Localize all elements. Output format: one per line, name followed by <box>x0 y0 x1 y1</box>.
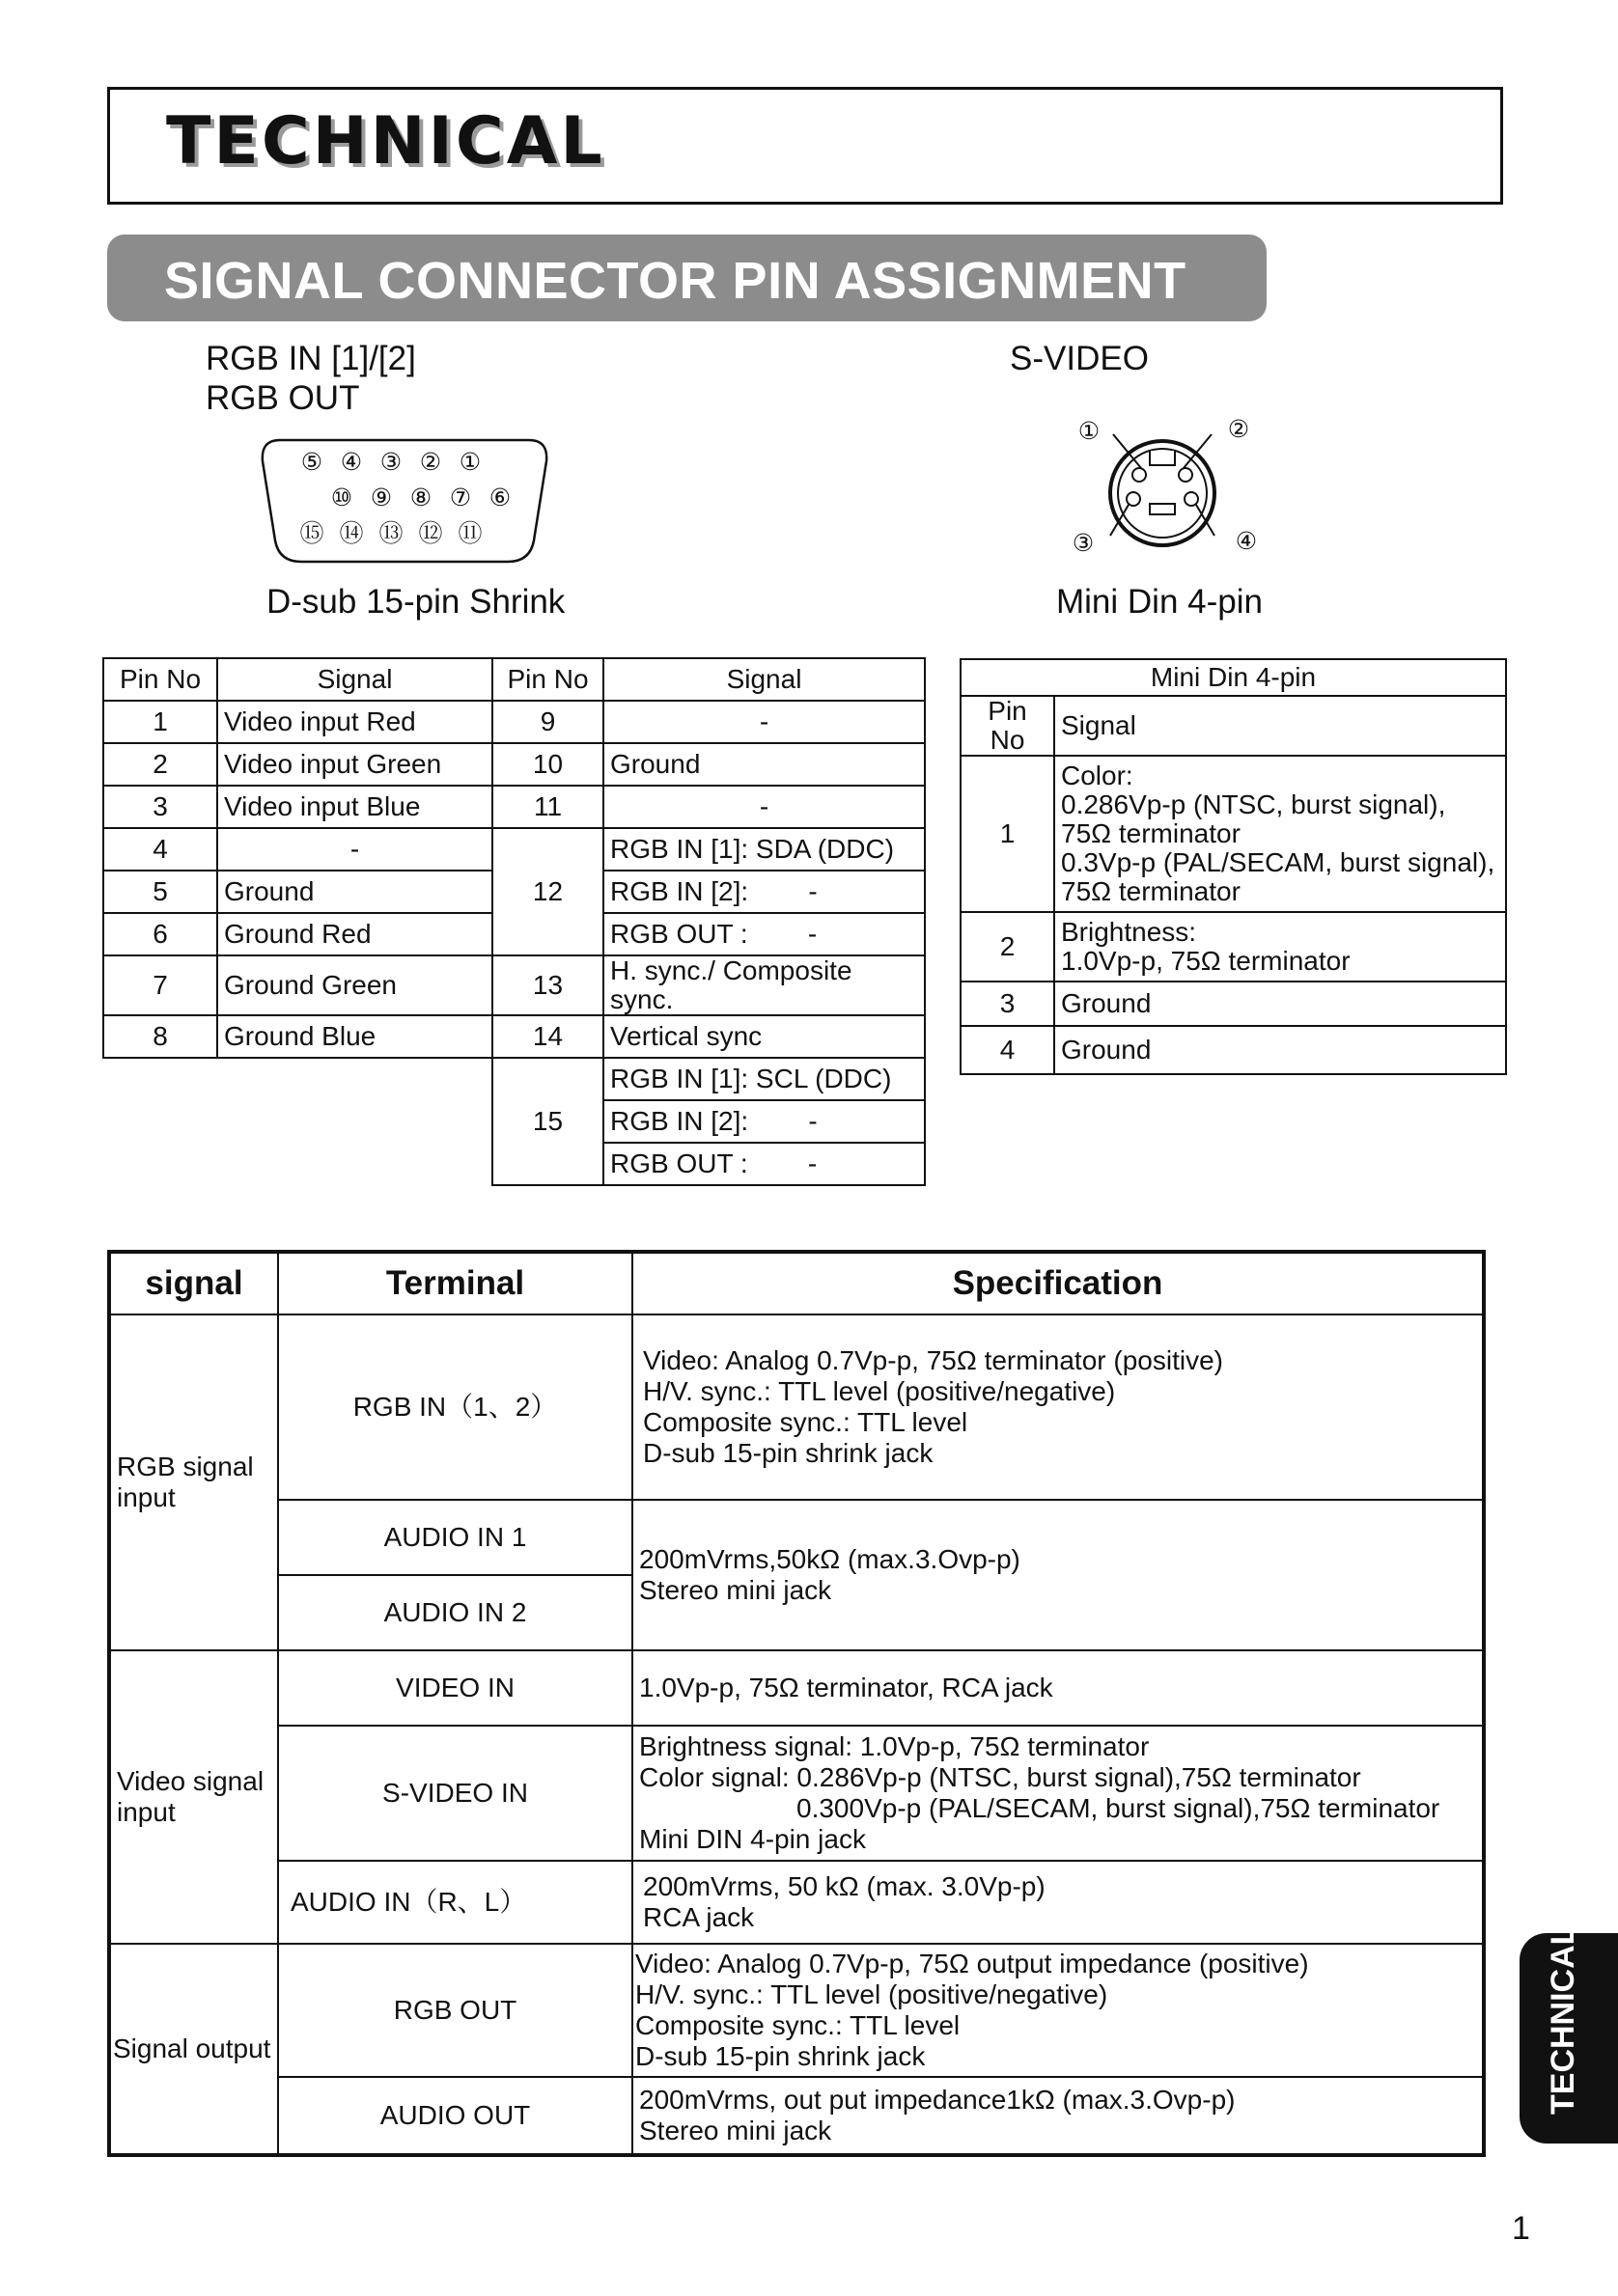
spec-line: 200mVrms, 50 kΩ (max. 3.0Vp-p) <box>643 1871 1046 1901</box>
pin-signal: Video input Green <box>217 743 492 786</box>
spec-line: Composite sync.: TTL level <box>643 1407 968 1437</box>
empty-cell <box>103 1058 492 1185</box>
table-row <box>103 701 925 743</box>
pin-signal: Ground <box>1054 1026 1506 1074</box>
terminal-cell: RGB IN（1、2） <box>278 1314 632 1500</box>
terminal-cell: AUDIO IN（R、L） <box>278 1861 632 1944</box>
spec-line: H/V. sync.: TTL level (positive/negative) <box>643 1376 1116 1406</box>
pin-number: 7 <box>103 955 217 1015</box>
terminal-cell: S-VIDEO IN <box>278 1726 632 1861</box>
dsub-pin: ② <box>419 449 442 476</box>
pin-number: 1 <box>103 701 217 743</box>
dsub-label-rgb-out: RGB OUT <box>206 379 360 417</box>
spec-cell <box>632 2077 1484 2155</box>
page-header <box>107 87 1503 205</box>
table-row <box>109 1650 1484 1726</box>
pin-number: 6 <box>103 913 217 955</box>
dsub-pin: ⑥ <box>488 484 512 512</box>
section-banner <box>107 235 1267 321</box>
pin-number: 3 <box>961 982 1054 1026</box>
table-row <box>109 2077 1484 2155</box>
table-title-row <box>961 659 1506 696</box>
mini-din-pin-table <box>960 658 1507 1075</box>
table-row <box>961 1026 1506 1074</box>
column-header: signal <box>109 1252 278 1314</box>
pin-signal: Video input Red <box>217 701 492 743</box>
table-row <box>109 1314 1484 1500</box>
page-number: 1 <box>1512 2210 1530 2247</box>
table-row <box>103 1058 925 1100</box>
dsub-pin: ⑪ <box>458 520 483 547</box>
pin-number: 14 <box>492 1015 603 1058</box>
svideo-pin-4-label: ④ <box>1235 528 1258 555</box>
dsub-pin: ① <box>459 449 482 476</box>
dsub-pin: ⑫ <box>418 520 443 547</box>
dsub-pin: ③ <box>379 449 403 476</box>
pin-signal: RGB IN [2]: - <box>603 871 925 913</box>
spec-line: Brightness signal: 1.0Vp-p, 75Ω terminator <box>639 1731 1150 1761</box>
pin-number: 9 <box>492 701 603 743</box>
signal-group-video: Video signal input <box>109 1650 278 1944</box>
pin-number: 5 <box>103 871 217 913</box>
spec-line: D-sub 15-pin shrink jack <box>635 2041 926 2071</box>
pin-signal: RGB OUT : - <box>603 1143 925 1185</box>
svideo-pin-1-label: ① <box>1077 418 1101 445</box>
dsub-pin-row-2 <box>325 482 516 514</box>
pin-number: 2 <box>961 912 1054 982</box>
svideo-pin-2-label: ② <box>1227 416 1250 443</box>
column-header: Signal <box>217 658 492 701</box>
table-row <box>103 828 925 871</box>
column-header: Terminal <box>278 1252 632 1314</box>
column-header: Signal <box>1054 696 1506 756</box>
pin-signal: - <box>217 828 492 871</box>
signal-line: 75Ω terminator <box>1061 876 1241 906</box>
table-row <box>103 1015 925 1058</box>
dsub-pin: ⑩ <box>330 484 353 512</box>
pin-signal: Ground Blue <box>217 1015 492 1058</box>
terminal-cell: VIDEO IN <box>278 1650 632 1726</box>
terminal-cell: AUDIO OUT <box>278 2077 632 2155</box>
terminal-cell: AUDIO IN 1 <box>278 1500 632 1575</box>
pin-signal: Ground <box>217 871 492 913</box>
dsub-pin: ⑦ <box>449 484 472 512</box>
column-header: Pin No <box>492 658 603 701</box>
svideo-pin-3-label: ③ <box>1072 530 1095 557</box>
dsub-pin: ④ <box>340 449 363 476</box>
dsub-pin: ⑤ <box>300 449 323 476</box>
spec-line: 200mVrms,50kΩ (max.3.Ovp-p) <box>639 1544 1020 1574</box>
spec-line: 0.300Vp-p (PAL/SECAM, burst signal),75Ω terminator <box>796 1793 1440 1823</box>
pin-signal: Ground Red <box>217 913 492 955</box>
dsub-pin: ⑬ <box>378 520 404 547</box>
table-row <box>109 1726 1484 1861</box>
pin-signal: Ground <box>1054 982 1506 1026</box>
spec-line: Stereo mini jack <box>639 1575 832 1605</box>
pin-number: 8 <box>103 1015 217 1058</box>
pin-signal: RGB IN [2]: - <box>603 1100 925 1143</box>
table-row <box>961 982 1506 1026</box>
spec-line: 200mVrms, out put impedance1kΩ (max.3.Ovp-p) <box>639 2085 1236 2115</box>
dsub-label-rgb-in: RGB IN [1]/[2] <box>206 340 416 377</box>
table-title: Mini Din 4-pin <box>961 659 1506 696</box>
dsub-pin-row-1 <box>295 446 487 479</box>
pin-signal: RGB IN [1]: SCL (DDC) <box>603 1058 925 1100</box>
pin-signal: Vertical sync <box>603 1015 925 1058</box>
pin-number: 4 <box>103 828 217 871</box>
spec-line: Composite sync.: TTL level <box>635 2010 961 2040</box>
pin-number: 11 <box>492 786 603 828</box>
pin-number: 12 <box>492 828 603 955</box>
spec-cell <box>632 1861 1484 1944</box>
pin-signal: - <box>603 786 925 828</box>
column-header: Specification <box>632 1252 1484 1314</box>
pin-number: 13 <box>492 955 603 1015</box>
svideo-label: S-VIDEO <box>1010 340 1149 377</box>
column-header: Signal <box>603 658 925 701</box>
pin-signal <box>1054 912 1506 982</box>
table-row <box>109 1500 1484 1575</box>
terminal-cell: AUDIO IN 2 <box>278 1575 632 1650</box>
dsub-pin: ⑮ <box>299 520 324 547</box>
spec-line: Stereo mini jack <box>639 2116 832 2145</box>
dsub-caption: D-sub 15-pin Shrink <box>266 583 566 621</box>
dsub-pin: ⑧ <box>409 484 432 512</box>
spec-cell <box>632 1500 1484 1650</box>
pin-signal <box>1054 756 1506 912</box>
spec-line: H/V. sync.: TTL level (positive/negative) <box>635 1979 1108 2009</box>
pin-signal: Ground Green <box>217 955 492 1015</box>
signal-line: 0.286Vp-p (NTSC, burst signal), <box>1061 789 1446 819</box>
table-row <box>109 1861 1484 1944</box>
spec-line: Mini DIN 4-pin jack <box>639 1824 866 1854</box>
spec-cell <box>632 1314 1484 1500</box>
signal-line: 75Ω terminator <box>1061 818 1241 848</box>
column-header: Pin No <box>103 658 217 701</box>
pin-signal: RGB IN [1]: SDA (DDC) <box>603 828 925 871</box>
table-header-row <box>103 658 925 701</box>
spec-cell <box>632 1726 1484 1861</box>
signal-group-output: Signal output <box>109 1944 278 2155</box>
pin-number: 4 <box>961 1026 1054 1074</box>
signal-line: 0.3Vp-p (PAL/SECAM, burst signal), <box>1061 847 1495 877</box>
column-header: Pin No <box>961 696 1054 756</box>
pin-number: 3 <box>103 786 217 828</box>
spec-line: Video: Analog 0.7Vp-p, 75Ω output impedance (positive) <box>635 1949 1309 1978</box>
pin-signal: Video input Blue <box>217 786 492 828</box>
table-row <box>961 756 1506 912</box>
table-row <box>961 912 1506 982</box>
table-row <box>103 955 925 1015</box>
table-row <box>103 786 925 828</box>
dsub-pin-row-3 <box>295 517 487 550</box>
pin-signal: RGB OUT : - <box>603 913 925 955</box>
pin-number: 10 <box>492 743 603 786</box>
terminal-cell: RGB OUT <box>278 1944 632 2077</box>
dsub-pin: ⑨ <box>370 484 393 512</box>
signal-line: 1.0Vp-p, 75Ω terminator <box>1061 946 1351 976</box>
side-index-tab <box>1520 1924 1618 2144</box>
dsub-pin: ⑭ <box>339 520 364 547</box>
section-title: SIGNAL CONNECTOR PIN ASSIGNMENT <box>164 252 1186 310</box>
pin-number: 15 <box>492 1058 603 1185</box>
spec-cell <box>632 1944 1484 2077</box>
specification-table <box>107 1250 1486 2157</box>
spec-line: D-sub 15-pin shrink jack <box>643 1438 934 1468</box>
spec-line: Color signal: 0.286Vp-p (NTSC, burst signal),75Ω terminator <box>639 1762 1361 1792</box>
signal-line: Brightness: <box>1061 917 1197 947</box>
pin-signal: - <box>603 701 925 743</box>
table-row <box>109 1944 1484 2077</box>
page-title: TECHNICAL <box>166 103 605 180</box>
svideo-caption: Mini Din 4-pin <box>1056 583 1263 621</box>
spec-cell: 1.0Vp-p, 75Ω terminator, RCA jack <box>632 1650 1484 1726</box>
pin-signal: H. sync./ Composite sync. <box>603 955 925 1015</box>
pin-signal: Ground <box>603 743 925 786</box>
table-header-row <box>109 1252 1484 1314</box>
pin-number: 1 <box>961 756 1054 912</box>
table-row <box>103 743 925 786</box>
table-header-row <box>961 696 1506 756</box>
spec-line: Video: Analog 0.7Vp-p, 75Ω terminator (positive) <box>643 1345 1223 1375</box>
dsub-pin-table <box>102 657 926 1186</box>
signal-line: Color: <box>1061 761 1133 790</box>
pin-number: 2 <box>103 743 217 786</box>
spec-line: RCA jack <box>643 1902 755 1932</box>
side-tab-label: TECHNICAL <box>1545 1924 1581 2115</box>
signal-group-rgb: RGB signal input <box>109 1314 278 1650</box>
